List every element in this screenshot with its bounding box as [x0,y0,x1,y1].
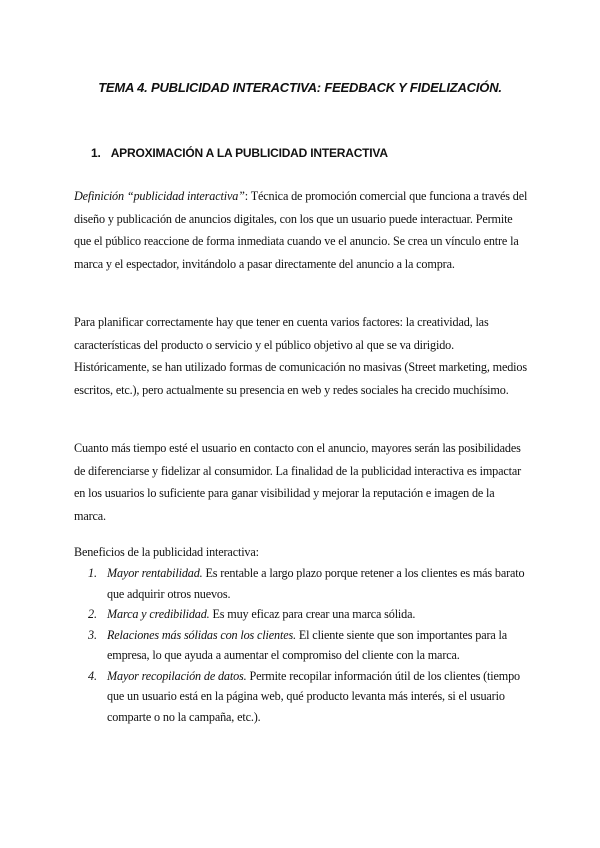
list-item-number: 2. [88,607,97,621]
list-item-number: 4. [88,668,97,683]
document-title: TEMA 4. PUBLICIDAD INTERACTIVA: FEEDBACK Y FIDELIZACIÓN. [98,80,502,95]
definition-text: : Técnica de promoción comercial que funciona a través del diseño y publicación de anuncios digitales, con los que un usuario puede interactuar. Permite que el público reaccione de forma inmediata cuando ve el anuncio. Se crea un vínculo entre la marca y el espectador, invitándolo a pasar directamente del anuncio a la compra. [74,189,528,271]
section-number: 1. [91,146,101,160]
section-heading-text: APROXIMACIÓN A LA PUBLICIDAD INTERACTIVA [110,146,388,160]
list-item-text: Permite recopilar información útil de los clientes (tiempo que un usuario está en la página web, qué producto levanta más interés, si el usuario comparte o no la campaña, etc.). [107,668,520,724]
benefits-intro: Beneficios de la publicidad interactiva: [74,545,259,559]
list-item [74,666,529,728]
definition-term: Definición “publicidad interactiva” [74,189,245,203]
list-item-text: El cliente siente que son importantes para la empresa, lo que ayuda a aumentar el compromiso del cliente con la marca. [107,627,508,662]
list-item-number: 3. [88,627,97,642]
list-item-text: Es muy eficaz para crear una marca sólida. [209,607,416,621]
definition-paragraph [74,185,529,275]
list-item [74,625,529,666]
list-item-text: Es rentable a largo plazo porque retener a los clientes es más barato que adquirir otros nuevos. [107,566,525,601]
factors-paragraph: Para planificar correctamente hay que tener en cuenta varios factores: la creatividad, las características del producto o servicio y el público objetivo al que se va dirigido. Históricamente, se han utilizado formas de comunicación no masivas (Street marketing, medios escritos, etc.), pero actualmente su presencia en web y redes sociales ha crecido muchísimo. [74,315,527,397]
benefits-list [74,563,529,727]
list-item [74,563,529,604]
purpose-paragraph: Cuanto más tiempo esté el usuario en contacto con el anuncio, mayores serán las posibilidades de diferenciarse y fidelizar al consumidor. La finalidad de la publicidad interactiva es impactar en los usuarios lo suficiente para ganar visibilidad y mejorar la reputación e imagen de la marca. [74,441,522,523]
list-item-term: Mayor rentabilidad. [107,566,203,580]
list-item [74,604,529,625]
list-item-term: Mayor recopilación de datos. [107,668,247,683]
section-heading [91,146,388,160]
list-item-term: Relaciones más sólidas con los clientes. [107,627,296,642]
list-item-term: Marca y credibilidad. [107,607,210,621]
list-item-number: 1. [88,566,97,580]
